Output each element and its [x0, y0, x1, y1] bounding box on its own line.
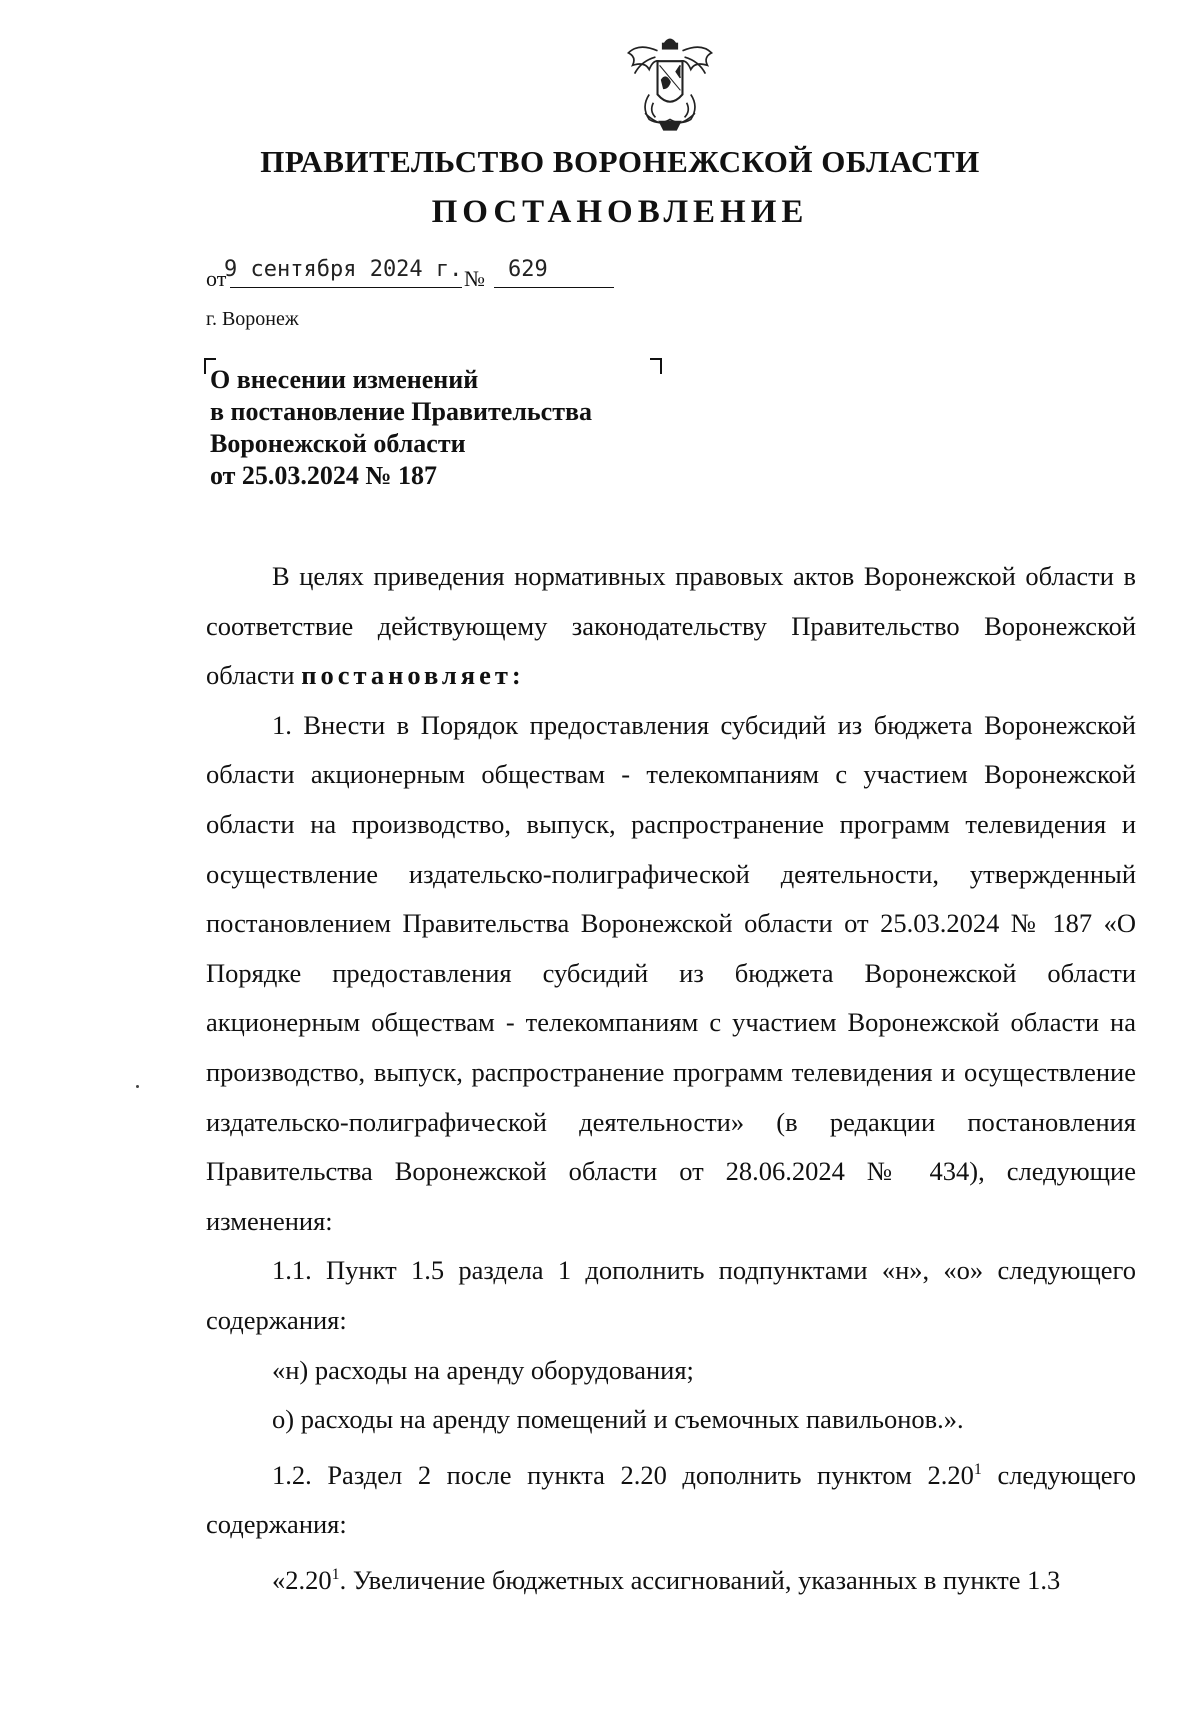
item-1-2-paragraph: [206, 1445, 1136, 1550]
preamble-verb: постановляет:: [301, 660, 525, 691]
preamble-paragraph: [206, 552, 1136, 701]
date-value: 9 сентября 2024 г.: [224, 257, 463, 282]
document-body: [206, 552, 1136, 1605]
date-prefix: от: [206, 266, 227, 291]
subitem-n-paragraph: «н) расходы на аренду оборудования;: [272, 1354, 694, 1385]
subject-line: в постановление Правительства: [210, 397, 593, 426]
item-1-paragraph: 1. Внести в Порядок предоставления субсидий из бюджета Воронежской области акционерным обществам - телекомпаниям с участием Воронежской области на производство, выпуск, распространение программ телевидения и осуществление издательско-полиграфической деятельности, утвержденный постановлением Правительства Воронежской области от 25.03.2024 № 187 «О Порядке предоставления субсидий из бюджета Воронежской области акционерным обществам - телекомпаниям с участием Воронежской области на производство, выпуск, распространение программ телевидения и осуществление издательско-полиграфической деятельности» (в редакции постановления Правительства Воронежской области от 28.06.2024 № 434), следующие изменения:: [206, 709, 1136, 1236]
item-1-1-paragraph: 1.1. Пункт 1.5 раздела 1 дополнить подпунктами «н», «о» следующего содержания:: [206, 1255, 1136, 1335]
city: г. Воронеж: [206, 308, 299, 330]
subitem-o-paragraph: о) расходы на аренду помещений и съемочных павильонов.».: [272, 1404, 964, 1435]
number-prefix: №: [464, 266, 485, 291]
coat-of-arms-icon: [618, 30, 722, 134]
government-name: ПРАВИТЕЛЬСТВО ВОРОНЕЖСКОЙ ОБЛАСТИ: [260, 144, 980, 179]
document-type: ПОСТАНОВЛЕНИЕ: [431, 194, 809, 230]
document-subject: [210, 364, 592, 492]
item-1-2-text: 1.2. Раздел 2 после пункта 2.20 дополнить пунктом 2.20: [272, 1459, 974, 1490]
item-2-20-text: «2.20: [272, 1564, 332, 1595]
subject-line: О внесении изменений: [210, 365, 479, 394]
superscript: 1: [973, 1460, 982, 1478]
number-value: 629: [508, 257, 548, 282]
scan-speck: [136, 1085, 139, 1088]
subject-line: Воронежской области: [210, 429, 466, 458]
date-number-row: [206, 252, 686, 292]
superscript: 1: [331, 1565, 340, 1583]
item-2-20-text-end: . Увеличение бюджетных ассигнований, указанных в пункте 1.3: [339, 1564, 1061, 1595]
item-2-20-1-paragraph: [206, 1550, 1136, 1605]
item-1-2-text-end: следующего содержания:: [206, 1459, 1137, 1540]
corner-mark-right: [650, 358, 662, 374]
subject-line: от 25.03.2024 № 187: [210, 461, 438, 490]
preamble-text: В целях приведения нормативных правовых актов Воронежской области в соответствие действующему законодательству Правительство Воронежской области: [206, 561, 1136, 691]
